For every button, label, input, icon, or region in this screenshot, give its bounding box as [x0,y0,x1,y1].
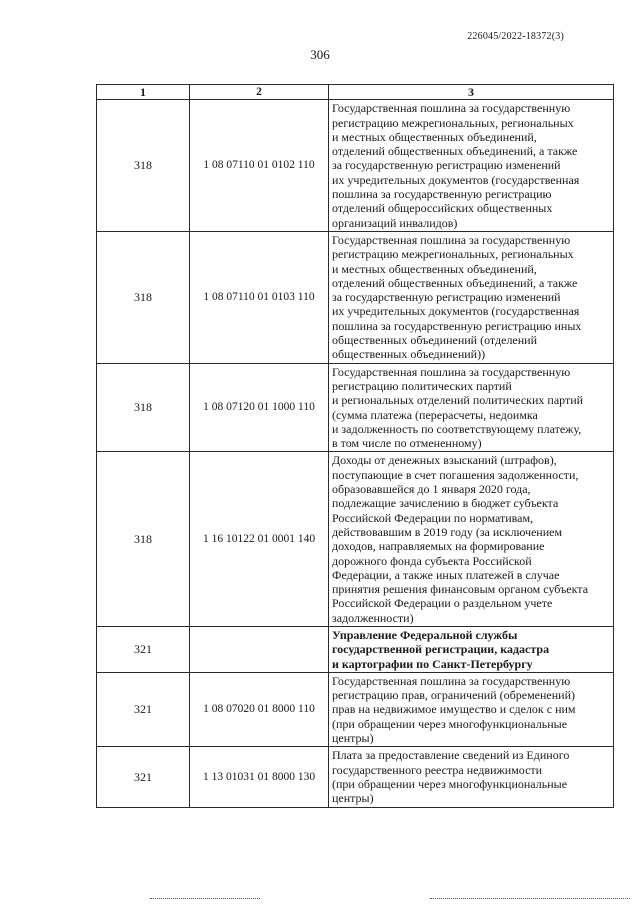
admin-code-cell: 318 [97,231,190,363]
footer-dotted-line-right [430,898,630,900]
table-row [97,231,614,363]
budget-classification-code-cell: 1 08 07020 01 8000 110 [190,672,329,746]
revenue-description-cell: Государственная пошлина за государственную регистрацию политических партий и региональных отделений политических партий (сумма платежа (перерасчеты, недоимка и задолженность по соответствующему платежу, в том числе по отмененному) [329,363,614,452]
column-header-1: 1 [97,85,190,100]
revenue-description-cell: Государственная пошлина за государственную регистрацию межрегиональных, региональных и местных общественных объединений, отделений общественных объединений, а также за государственную регистрацию изменений их учредительных документов (государственная пошлина за государственную регистрацию иных общественных объединений (отделений общественных объединений)) [329,231,614,363]
table-row [97,626,614,672]
column-header-3: 3 [329,85,614,100]
budget-classification-code-cell [190,626,329,672]
admin-code-cell: 318 [97,363,190,452]
admin-code-cell: 321 [97,626,190,672]
table-row [97,747,614,807]
page-number: 306 [310,47,330,62]
table-row [97,452,614,627]
column-header-2: 2 [190,85,329,100]
table-header-row [97,85,614,100]
revenue-description-cell: Доходы от денежных взысканий (штрафов), поступающие в счет погашения задолженности, образовавшейся до 1 января 2020 года, подлежащие зачислению в бюджет субъекта Российской Федерации по нормативам, действовавшим в 2019 году (за исключением доходов, направляемых на формирование дорожного фонда субъекта Российской Федерации, а также иных платежей в случае принятия решения финансовым органом субъекта Российской Федерации о раздельном учете задолженности) [329,452,614,627]
document-number: 226045/2022-18372(3) [467,31,564,42]
footer-dotted-line-left [150,898,260,900]
table-row [97,672,614,746]
admin-code-cell: 321 [97,747,190,807]
revenue-description-cell: Государственная пошлина за государственную регистрацию прав, ограничений (обременений) прав на недвижимое имущество и сделок с ним (при обращении через многофункциональные центры) [329,672,614,746]
admin-code-cell: 318 [97,100,190,232]
revenue-classification-table [96,84,614,808]
budget-classification-code-cell: 1 16 10122 01 0001 140 [190,452,329,627]
revenue-table-container [96,84,614,808]
revenue-description-cell: Государственная пошлина за государственную регистрацию межрегиональных, региональных и местных общественных объединений, отделений общественных объединений, а также за государственную регистрацию изменений их учредительных документов (государственная пошлина за государственную регистрацию отделений общероссийских общественных организаций инвалидов) [329,100,614,232]
table-row [97,100,614,232]
table-row [97,363,614,452]
admin-code-cell: 321 [97,672,190,746]
revenue-description-cell: Управление Федеральной службы государственной регистрации, кадастра и картографии по Санкт-Петербургу [329,626,614,672]
budget-classification-code-cell: 1 13 01031 01 8000 130 [190,747,329,807]
budget-classification-code-cell: 1 08 07110 01 0102 110 [190,100,329,232]
admin-code-cell: 318 [97,452,190,627]
budget-classification-code-cell: 1 08 07110 01 0103 110 [190,231,329,363]
budget-classification-code-cell: 1 08 07120 01 1000 110 [190,363,329,452]
revenue-description-cell: Плата за предоставление сведений из Единого государственного реестра недвижимости (при обращении через многофункциональные центры) [329,747,614,807]
